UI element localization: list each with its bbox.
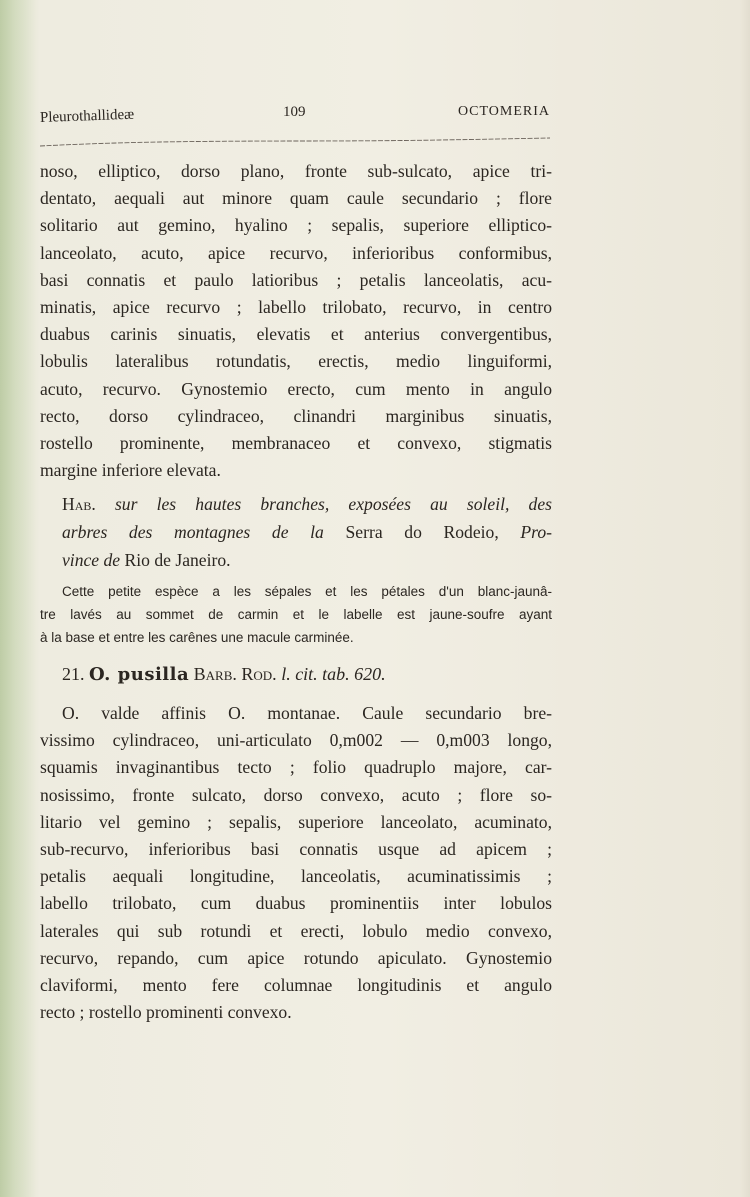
text-line: vissimo cylindraceo, uni-articulato 0,m002 — 0,m003 longo, xyxy=(40,730,552,751)
locality: Serra do Rodeio, xyxy=(345,522,499,542)
header-section-title: Pleurothallideæ xyxy=(39,106,135,126)
text-line: sub-recurvo, inferioribus basi connatis usque ad apicem ; xyxy=(40,839,552,860)
text-line: claviformi, mento fere columnae longitudinis et angulo xyxy=(40,975,552,996)
text-line: O. valde affinis O. montanae. Caule secundario bre- xyxy=(62,703,552,723)
page-number: 109 xyxy=(283,104,306,120)
text-line: dentato, aequali aut minore quam caule secundario ; flore xyxy=(40,188,552,209)
habitat-line-1 xyxy=(62,490,552,518)
text-line: laterales qui sub rotundi et erecti, lobulo medio convexo, xyxy=(40,920,552,941)
text-line: nosissimo, fronte sulcato, dorso convexo, acuto ; flore so- xyxy=(40,784,552,805)
habitat-abbr: Hab. xyxy=(62,494,96,514)
running-header xyxy=(40,104,550,134)
habitat-text: vince de xyxy=(62,550,121,570)
text-line: labello trilobato, cum duabus prominentiis inter lobulos xyxy=(40,893,552,914)
text-line: lanceolato, acuto, apice recurvo, inferioribus conformibus, xyxy=(40,242,552,263)
text-line: basi connatis et paulo latioribus ; petalis lanceolatis, acu- xyxy=(40,269,552,290)
header-rule xyxy=(40,136,550,150)
header-genus: OCTOMERIA xyxy=(458,104,550,119)
text-line: lobulis lateralibus rotundatis, erectis, medio linguiformi, xyxy=(40,351,552,372)
species-citation: l. cit. tab. 620. xyxy=(281,664,386,684)
text-line: recto ; rostello prominenti convexo. xyxy=(40,1002,292,1023)
species-heading xyxy=(62,660,552,689)
habitat-text: arbres des montagnes de la xyxy=(62,522,324,542)
habitat-line-3 xyxy=(62,546,552,574)
habitat-line-2 xyxy=(62,518,552,546)
note-line: tre lavés au sommet de carmin et le labelle est jaune-soufre ayant xyxy=(40,607,552,622)
note-line: à la base et entre les carênes une macule carminée. xyxy=(40,630,354,645)
binding-gutter xyxy=(0,0,36,1197)
text-line: noso, elliptico, dorso plano, fronte sub-sulcato, apice tri- xyxy=(40,161,552,181)
text-line: solitario aut gemino, hyalino ; sepalis, superiore elliptico- xyxy=(40,215,552,236)
habitat-paragraph xyxy=(62,490,552,574)
text-line: minatis, apice recurvo ; labello trilobato, recurvo, in centro xyxy=(40,297,552,318)
species-number: 21. xyxy=(62,664,85,684)
note-line: Cette petite espèce a les sépales et les pétales d'un blanc-jaunâ- xyxy=(62,584,552,599)
text-line: acuto, recurvo. Gynostemio erecto, cum mento in angulo xyxy=(40,378,552,399)
species-name: O. pusilla xyxy=(89,664,190,685)
habitat-text: Pro- xyxy=(520,522,553,542)
text-line: margine inferiore elevata. xyxy=(40,460,221,481)
text-line: rostello prominente, membranaceo et convexo, stigmatis xyxy=(40,433,552,454)
text-line: recto, dorso cylindraceo, clinandri marginibus sinuatis, xyxy=(40,405,552,426)
species-author: Barb. Rod. xyxy=(193,664,277,684)
text-line: litario vel gemino ; sepalis, superiore lanceolato, acuminato, xyxy=(40,811,552,832)
text-line: petalis aequali longitudine, lanceolatis, acuminatissimis ; xyxy=(40,866,552,887)
colour-note xyxy=(40,580,552,649)
text-line: squamis invaginantibus tecto ; folio quadruplo majore, car- xyxy=(40,757,552,778)
habitat-text: sur les hautes branches, exposées au soleil, des xyxy=(114,494,552,514)
text-line: duabus carinis sinuatis, elevatis et anterius convergentibus, xyxy=(40,324,552,345)
continued-description xyxy=(40,158,552,484)
text-line: recurvo, repando, cum apice rotundo apiculato. Gynostemio xyxy=(40,947,552,968)
locality: Rio de Janeiro. xyxy=(124,550,231,570)
species-description xyxy=(40,700,552,1026)
